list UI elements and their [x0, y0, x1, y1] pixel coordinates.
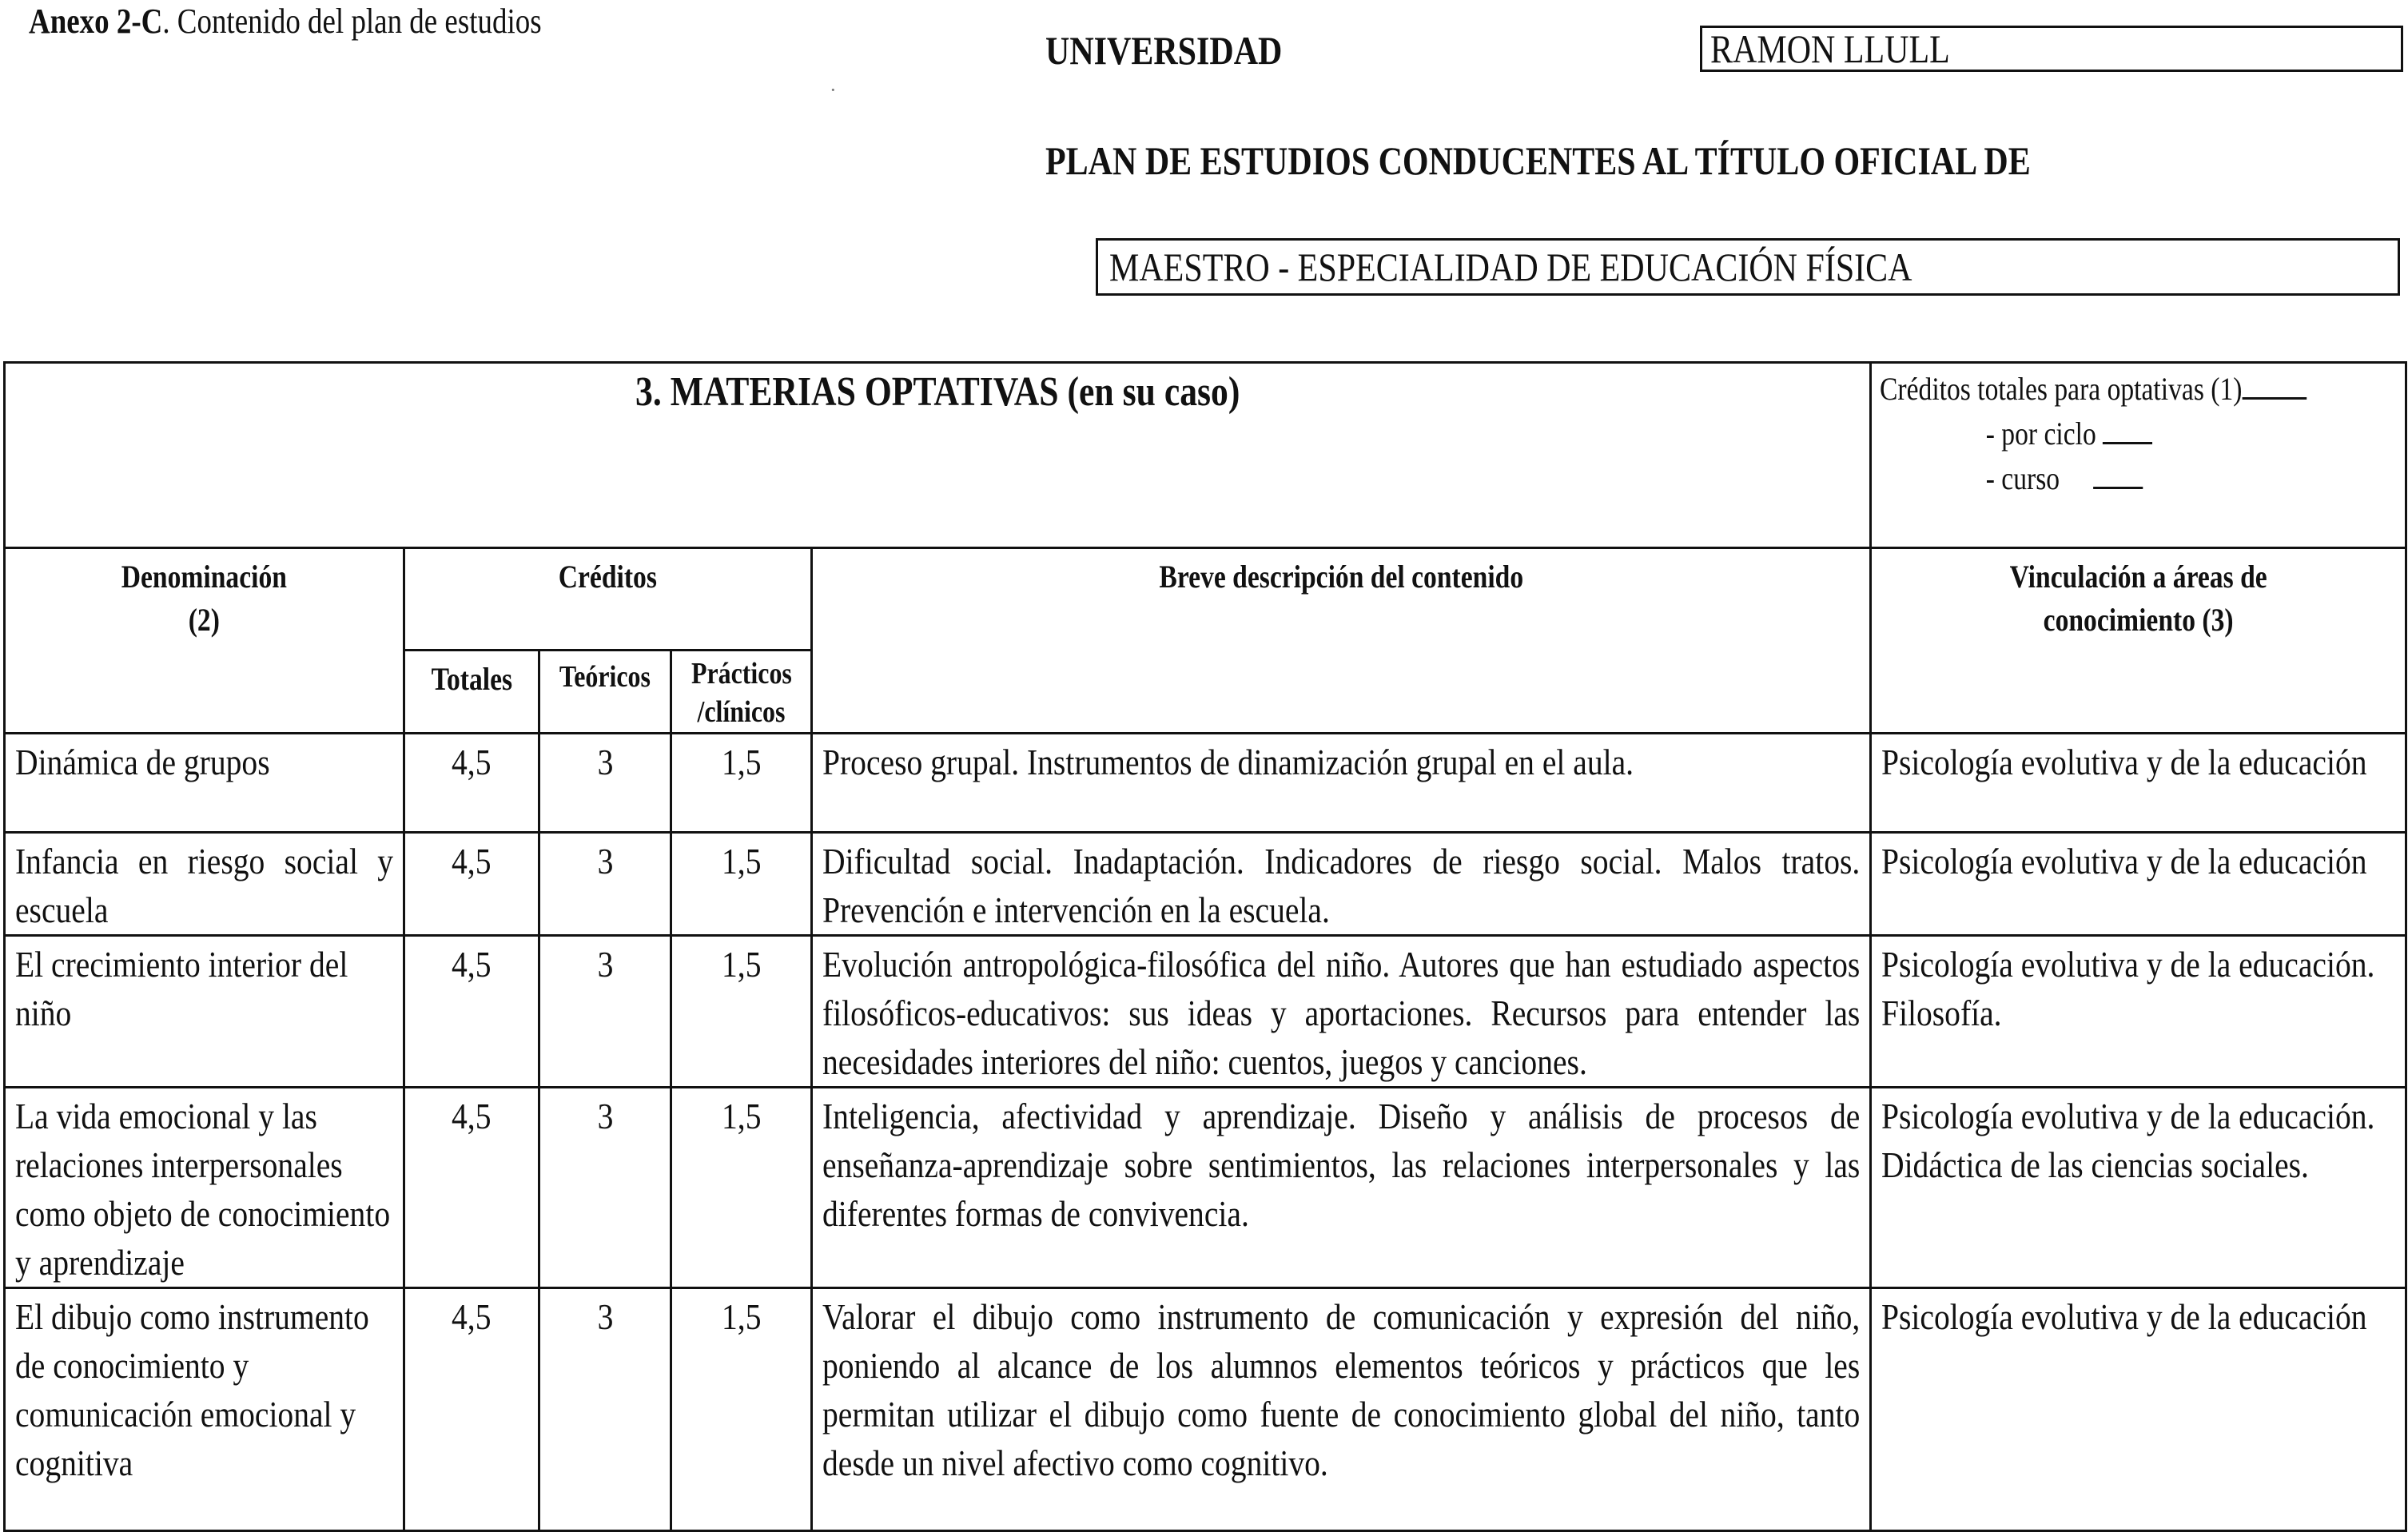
row-area: Psicología evolutiva y de la educación — [1881, 742, 2367, 782]
row-denominacion: El dibujo como instrumento de conocimiento y comunicación emocional y cognitiva — [15, 1296, 369, 1483]
scan-speck: · — [830, 78, 837, 101]
row-denominacion: La vida emocional y las relaciones interpersonales como objeto de conocimiento y aprendizaje — [15, 1096, 391, 1283]
university-name-box — [1700, 26, 2403, 72]
header-teoricos — [539, 651, 671, 734]
row-totales: 4,5 — [452, 742, 492, 782]
row-denominacion: Infancia en riesgo social y escuela — [15, 841, 394, 930]
header-practicos-label-2: /clínicos — [697, 695, 786, 729]
table-row — [5, 833, 2406, 936]
header-denominacion-label: Denominación — [121, 559, 288, 595]
university-name: RAMON LLULL — [1710, 26, 1950, 71]
row-area-2: Filosofía. — [1881, 993, 2002, 1033]
header-vinculacion — [1871, 548, 2406, 734]
section-title-cell — [5, 363, 1871, 548]
row-teoricos: 3 — [597, 742, 613, 782]
row-area-2: Didáctica de las ciencias sociales. — [1881, 1144, 2309, 1185]
annex-text: . Contenido del plan de estudios — [162, 2, 542, 41]
header-creditos — [404, 548, 812, 651]
row-area: Psicología evolutiva y de la educación. — [1881, 1096, 2375, 1136]
per-cycle-label: - por ciclo — [1985, 416, 2096, 452]
header-vinculacion-label-2: conocimiento (3) — [2043, 602, 2234, 638]
row-descripcion: Evolución antropológica-filosófica del niño. Autores que han estudiado aspectos filosóficos-educativos: sus ideas y aportaciones. Recursos para entender las necesidades interiores del niño: cuentos, juegos y canciones. — [822, 944, 1861, 1082]
header-vinculacion-label: Vinculación a áreas de — [2009, 559, 2267, 595]
annex-label: Anexo 2-C — [29, 2, 163, 41]
row-practicos: 1,5 — [721, 1296, 762, 1337]
header-teoricos-label: Teóricos — [559, 660, 651, 694]
row-totales: 4,5 — [452, 944, 492, 985]
row-descripcion: Inteligencia, afectividad y aprendizaje. Diseño y análisis de procesos de enseñanza-aprendizaje sobre sentimientos, las relaciones interpersonales y las diferentes formas de convivencia. — [822, 1096, 1861, 1234]
university-label: UNIVERSIDAD — [1045, 28, 1283, 73]
degree-title: MAESTRO - ESPECIALIDAD DE EDUCACIÓN FÍSICA — [1109, 245, 1912, 289]
row-descripcion: Valorar el dibujo como instrumento de comunicación y expresión del niño, poniendo al alcance de los alumnos elementos teóricos y prácticos que les permitan utilizar el dibujo como fuente de conocimiento global del niño, tanto desde un nivel afectivo como cognitivo. — [822, 1296, 1861, 1483]
row-descripcion: Dificultad social. Inadaptación. Indicadores de riesgo social. Malos tratos. Prevención e intervención en la escuela. — [822, 841, 1861, 930]
row-practicos: 1,5 — [721, 1096, 762, 1136]
row-totales: 4,5 — [452, 1096, 492, 1136]
header-denominacion-note: (2) — [188, 602, 221, 638]
row-totales: 4,5 — [452, 1296, 492, 1337]
row-area: Psicología evolutiva y de la educación — [1881, 1296, 2367, 1337]
header-totales — [404, 651, 539, 734]
optional-subjects-table — [3, 361, 2407, 1532]
annex-heading — [29, 0, 542, 43]
row-totales: 4,5 — [452, 841, 492, 881]
degree-title-box — [1096, 238, 2400, 296]
row-denominacion: Dinámica de grupos — [15, 742, 270, 782]
header-practicos-label: Prácticos — [691, 657, 792, 690]
row-practicos: 1,5 — [721, 841, 762, 881]
per-course-label: - curso — [1985, 460, 2060, 496]
table-row — [5, 1088, 2406, 1288]
row-teoricos: 3 — [597, 1096, 613, 1136]
header-totales-label: Totales — [431, 661, 512, 697]
row-teoricos: 3 — [597, 944, 613, 985]
row-practicos: 1,5 — [721, 742, 762, 782]
header-descripcion-label: Breve descripción del contenido — [1159, 559, 1523, 595]
table-row — [5, 1288, 2406, 1531]
plan-title: PLAN DE ESTUDIOS CONDUCENTES AL TÍTULO OFICIAL DE — [1045, 138, 2031, 183]
table-row — [5, 734, 2406, 833]
credits-total-label: Créditos totales para optativas (1) — [1880, 371, 2243, 407]
header-creditos-label: Créditos — [558, 559, 658, 595]
table-row — [5, 936, 2406, 1088]
section-title: 3. MATERIAS OPTATIVAS (en su caso) — [635, 369, 1240, 415]
row-practicos: 1,5 — [721, 944, 762, 985]
header-descripcion — [812, 548, 1871, 734]
row-teoricos: 3 — [597, 1296, 613, 1337]
header-denominacion — [5, 548, 404, 734]
credits-summary-cell — [1871, 363, 2406, 548]
row-descripcion: Proceso grupal. Instrumentos de dinamización grupal en el aula. — [822, 742, 1634, 782]
row-area: Psicología evolutiva y de la educación. — [1881, 944, 2375, 985]
header-practicos — [671, 651, 812, 734]
row-teoricos: 3 — [597, 841, 613, 881]
row-denominacion: El crecimiento interior del niño — [15, 944, 348, 1033]
row-area: Psicología evolutiva y de la educación — [1881, 841, 2367, 881]
